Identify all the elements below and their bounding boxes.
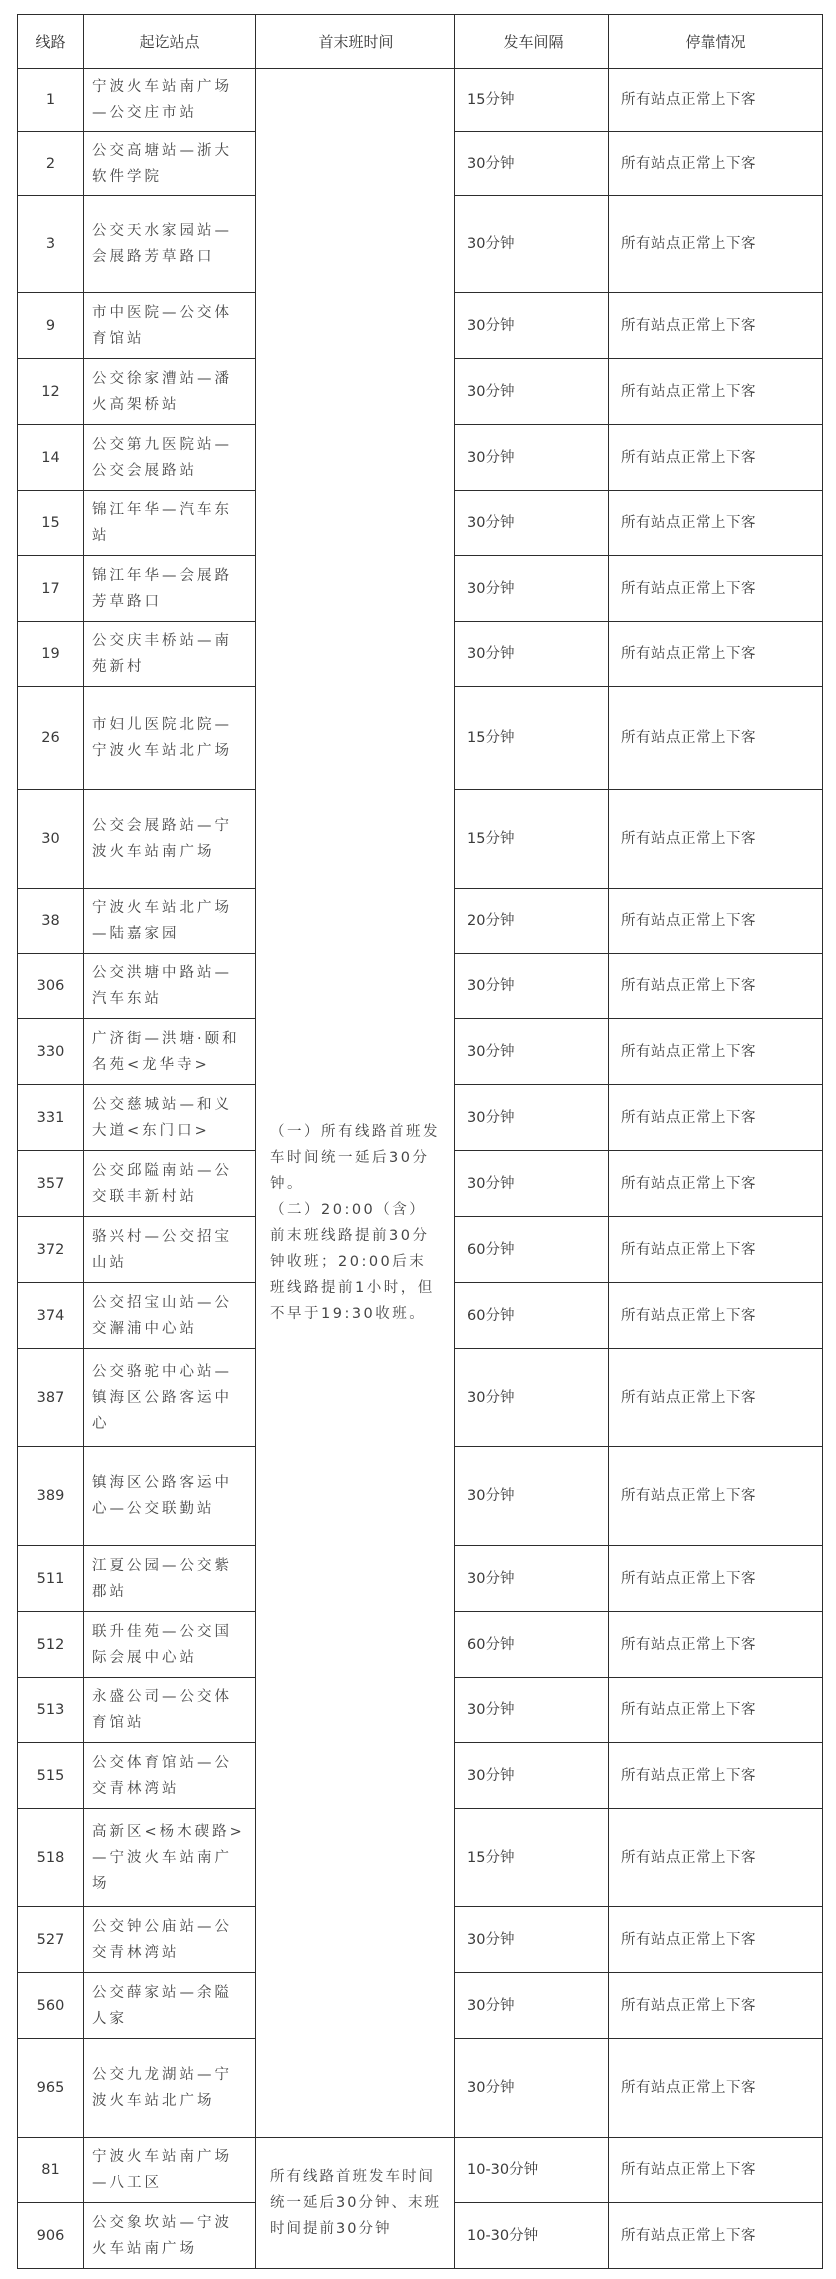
departure-interval: 30分钟 [455,1907,609,1973]
line-number: 30 [18,790,84,889]
line-number: 511 [18,1546,84,1612]
route-stops: 公交第九医院站—公交会展路站 [84,425,256,491]
route-stops: 公交九龙湖站—宁波火车站北广场 [84,2039,256,2138]
departure-interval: 15分钟 [455,790,609,889]
stopping-status: 所有站点正常上下客 [609,132,823,196]
route-stops: 镇海区公路客运中心—公交联勤站 [84,1447,256,1546]
header-time: 首末班时间 [256,15,455,69]
line-number: 513 [18,1678,84,1743]
line-number: 387 [18,1349,84,1447]
line-number: 12 [18,359,84,425]
departure-interval: 30分钟 [455,1019,609,1085]
line-number: 1 [18,69,84,132]
header-stopping: 停靠情况 [609,15,823,69]
route-stops: 公交体育馆站—公交青林湾站 [84,1743,256,1809]
stopping-status: 所有站点正常上下客 [609,491,823,556]
route-stops: 公交邱隘南站—公交联丰新村站 [84,1151,256,1217]
stopping-status: 所有站点正常上下客 [609,1809,823,1907]
line-number: 372 [18,1217,84,1283]
stopping-status: 所有站点正常上下客 [609,1085,823,1151]
line-number: 26 [18,687,84,790]
departure-interval: 15分钟 [455,69,609,132]
stopping-status: 所有站点正常上下客 [609,2039,823,2138]
line-number: 306 [18,954,84,1019]
departure-interval: 30分钟 [455,954,609,1019]
stopping-status: 所有站点正常上下客 [609,1283,823,1349]
departure-interval: 10-30分钟 [455,2203,609,2269]
line-number: 15 [18,491,84,556]
route-stops: 永盛公司—公交体育馆站 [84,1678,256,1743]
route-stops: 公交钟公庙站—公交青林湾站 [84,1907,256,1973]
stopping-status: 所有站点正常上下客 [609,954,823,1019]
route-stops: 公交骆驼中心站—镇海区公路客运中心 [84,1349,256,1447]
line-number: 357 [18,1151,84,1217]
route-stops: 公交慈城站—和义大道<东门口> [84,1085,256,1151]
departure-interval: 30分钟 [455,132,609,196]
route-stops: 公交会展路站—宁波火车站南广场 [84,790,256,889]
header-stops: 起讫站点 [84,15,256,69]
route-stops: 市中医院—公交体育馆站 [84,293,256,359]
stopping-status: 所有站点正常上下客 [609,425,823,491]
departure-interval: 30分钟 [455,1973,609,2039]
route-stops: 锦江年华—汽车东站 [84,491,256,556]
departure-interval: 10-30分钟 [455,2138,609,2203]
stopping-status: 所有站点正常上下客 [609,1743,823,1809]
route-stops: 广济街—洪塘·颐和名苑<龙华寺> [84,1019,256,1085]
departure-interval: 30分钟 [455,293,609,359]
line-number: 81 [18,2138,84,2203]
line-number: 374 [18,1283,84,1349]
route-stops: 宁波火车站北广场—陆嘉家园 [84,889,256,954]
line-number: 389 [18,1447,84,1546]
stopping-status: 所有站点正常上下客 [609,1217,823,1283]
route-stops: 公交洪塘中路站—汽车东站 [84,954,256,1019]
route-stops: 骆兴村—公交招宝山站 [84,1217,256,1283]
route-stops: 公交象坎站—宁波火车站南广场 [84,2203,256,2269]
route-stops: 锦江年华—会展路芳草路口 [84,556,256,622]
line-number: 14 [18,425,84,491]
header-row [18,15,823,69]
stopping-status: 所有站点正常上下客 [609,1678,823,1743]
departure-interval: 15分钟 [455,687,609,790]
header-interval: 发车间隔 [455,15,609,69]
line-number: 515 [18,1743,84,1809]
stopping-status: 所有站点正常上下客 [609,69,823,132]
line-number: 527 [18,1907,84,1973]
stopping-status: 所有站点正常上下客 [609,687,823,790]
bus-schedule-table [17,14,823,2269]
departure-interval: 30分钟 [455,1546,609,1612]
line-number: 2 [18,132,84,196]
route-stops: 公交薛家站—余隘人家 [84,1973,256,2039]
line-number: 331 [18,1085,84,1151]
line-number: 3 [18,196,84,293]
line-number: 518 [18,1809,84,1907]
departure-interval: 30分钟 [455,196,609,293]
schedule-time-group-a [256,69,455,2138]
route-stops: 江夏公园—公交紫郡站 [84,1546,256,1612]
stopping-status: 所有站点正常上下客 [609,1151,823,1217]
departure-interval: 20分钟 [455,889,609,954]
line-number: 512 [18,1612,84,1678]
departure-interval: 30分钟 [455,1151,609,1217]
departure-interval: 30分钟 [455,622,609,687]
departure-interval: 30分钟 [455,2039,609,2138]
stopping-status: 所有站点正常上下客 [609,359,823,425]
departure-interval: 60分钟 [455,1612,609,1678]
route-stops: 公交天水家园站—会展路芳草路口 [84,196,256,293]
departure-interval: 30分钟 [455,1447,609,1546]
route-stops: 高新区<杨木碶路>—宁波火车站南广场 [84,1809,256,1907]
line-number: 906 [18,2203,84,2269]
departure-interval: 30分钟 [455,1085,609,1151]
line-number: 965 [18,2039,84,2138]
stopping-status: 所有站点正常上下客 [609,622,823,687]
stopping-status: 所有站点正常上下客 [609,556,823,622]
table-row [18,2138,823,2203]
line-number: 330 [18,1019,84,1085]
stopping-status: 所有站点正常上下客 [609,1973,823,2039]
header-line: 线路 [18,15,84,69]
line-number: 19 [18,622,84,687]
line-number: 17 [18,556,84,622]
departure-interval: 30分钟 [455,1349,609,1447]
route-stops: 公交招宝山站—公交澥浦中心站 [84,1283,256,1349]
stopping-status: 所有站点正常上下客 [609,790,823,889]
stopping-status: 所有站点正常上下客 [609,889,823,954]
departure-interval: 15分钟 [455,1809,609,1907]
line-number: 9 [18,293,84,359]
route-stops: 公交庆丰桥站—南苑新村 [84,622,256,687]
departure-interval: 30分钟 [455,556,609,622]
departure-interval: 30分钟 [455,359,609,425]
stopping-status: 所有站点正常上下客 [609,1612,823,1678]
departure-interval: 30分钟 [455,425,609,491]
route-stops: 宁波火车站南广场—八工区 [84,2138,256,2203]
stopping-status: 所有站点正常上下客 [609,2138,823,2203]
stopping-status: 所有站点正常上下客 [609,293,823,359]
departure-interval: 30分钟 [455,491,609,556]
departure-interval: 30分钟 [455,1678,609,1743]
route-stops: 宁波火车站南广场—公交庄市站 [84,69,256,132]
stopping-status: 所有站点正常上下客 [609,1447,823,1546]
stopping-status: 所有站点正常上下客 [609,1019,823,1085]
departure-interval: 60分钟 [455,1217,609,1283]
route-stops: 公交高塘站—浙大软件学院 [84,132,256,196]
route-stops: 公交徐家漕站—潘火高架桥站 [84,359,256,425]
time-rule-1: （一）所有线路首班发车时间统一延后30分钟。 [270,1124,440,1192]
stopping-status: 所有站点正常上下客 [609,1349,823,1447]
stopping-status: 所有站点正常上下客 [609,1907,823,1973]
schedule-time-group-b: 所有线路首班发车时间统一延后30分钟、末班时间提前30分钟 [256,2138,455,2269]
line-number: 38 [18,889,84,954]
time-rule-2: （二）20:00（含）前末班线路提前30分钟收班；20:00后末班线路提前1小时，但不早于19:30收班。 [270,1202,435,1322]
line-number: 560 [18,1973,84,2039]
route-stops: 联升佳苑—公交国际会展中心站 [84,1612,256,1678]
departure-interval: 60分钟 [455,1283,609,1349]
stopping-status: 所有站点正常上下客 [609,196,823,293]
stopping-status: 所有站点正常上下客 [609,1546,823,1612]
route-stops: 市妇儿医院北院—宁波火车站北广场 [84,687,256,790]
departure-interval: 30分钟 [455,1743,609,1809]
table-row [18,69,823,132]
table-body [18,69,823,2269]
stopping-status: 所有站点正常上下客 [609,2203,823,2269]
